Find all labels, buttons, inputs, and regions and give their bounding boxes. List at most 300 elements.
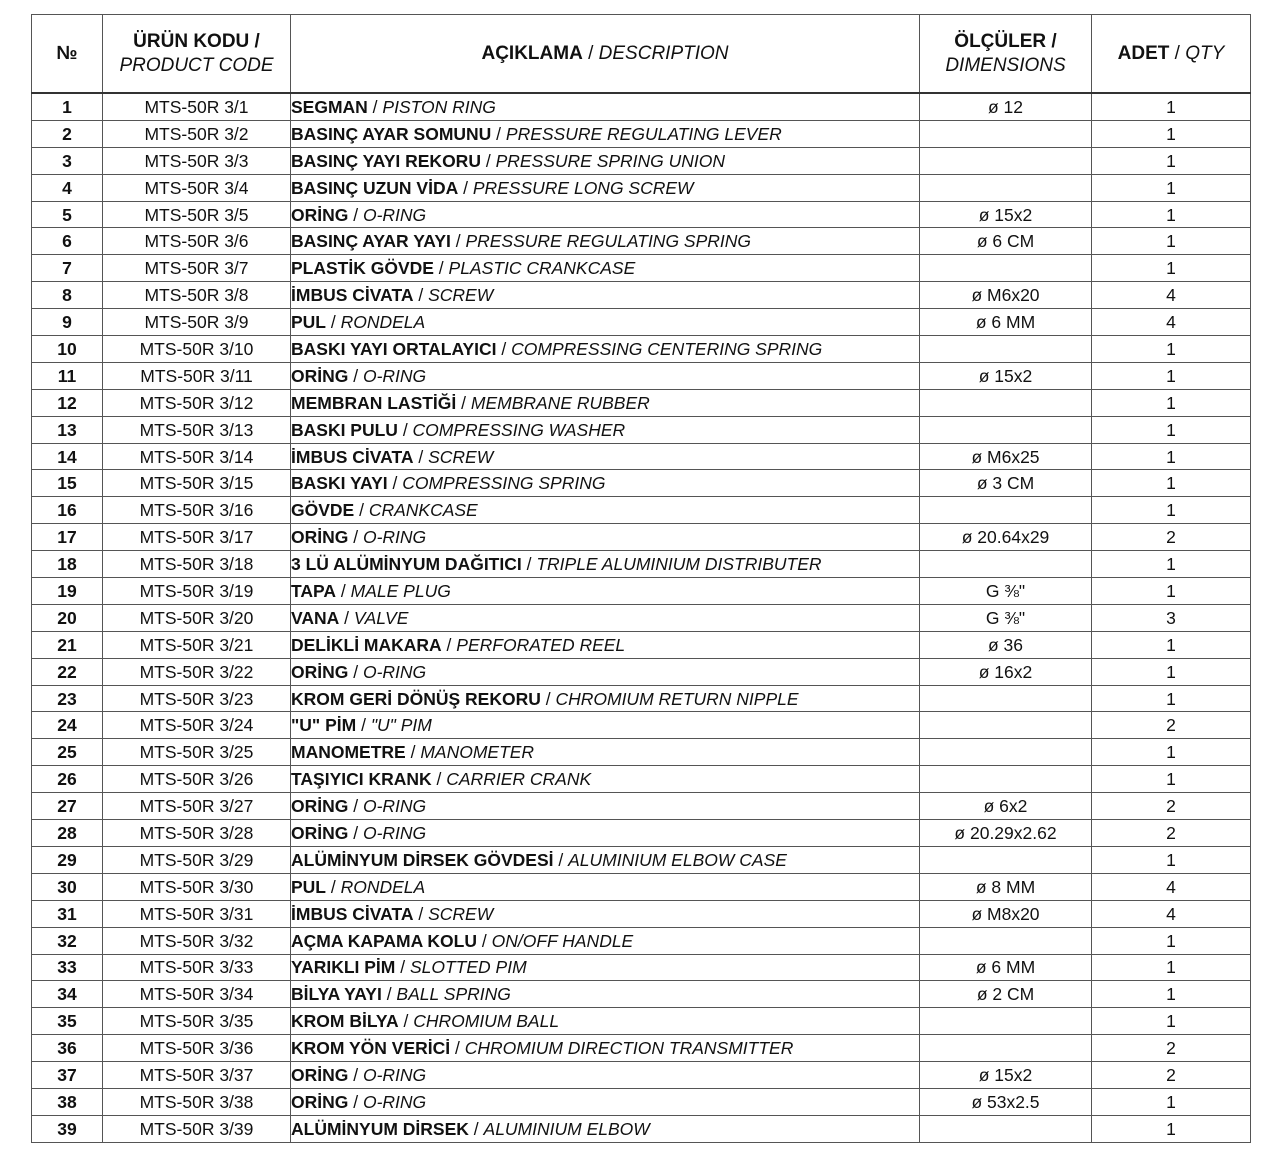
dimensions bbox=[920, 712, 1092, 739]
dimensions: ø 2 CM bbox=[920, 981, 1092, 1008]
description bbox=[291, 658, 920, 685]
quantity: 1 bbox=[1092, 578, 1251, 605]
product-code: MTS-50R 3/9 bbox=[103, 309, 291, 336]
table-row bbox=[32, 927, 1251, 954]
table-row bbox=[32, 1008, 1251, 1035]
quantity: 1 bbox=[1092, 981, 1251, 1008]
quantity: 1 bbox=[1092, 389, 1251, 416]
quantity: 1 bbox=[1092, 551, 1251, 578]
table-row bbox=[32, 846, 1251, 873]
table-row bbox=[32, 1115, 1251, 1142]
description-tr: İMBUS CİVATA bbox=[291, 285, 414, 306]
description bbox=[291, 900, 920, 927]
table-row bbox=[32, 524, 1251, 551]
dimensions: G ⅜" bbox=[920, 604, 1092, 631]
product-code: MTS-50R 3/12 bbox=[103, 389, 291, 416]
product-code: MTS-50R 3/2 bbox=[103, 120, 291, 147]
header-description: AÇIKLAMA / DESCRIPTION bbox=[291, 15, 920, 94]
quantity: 1 bbox=[1092, 631, 1251, 658]
description-tr: DELİKLİ MAKARA bbox=[291, 634, 442, 655]
description bbox=[291, 1008, 920, 1035]
table-row bbox=[32, 416, 1251, 443]
product-code: MTS-50R 3/15 bbox=[103, 470, 291, 497]
description-separator: / bbox=[431, 769, 447, 790]
description-en: MALE PLUG bbox=[350, 580, 451, 601]
row-number: 15 bbox=[32, 470, 103, 497]
description-separator: / bbox=[491, 123, 506, 144]
description-en: O-RING bbox=[362, 1065, 427, 1085]
row-number: 26 bbox=[32, 766, 103, 793]
quantity: 1 bbox=[1092, 443, 1251, 470]
description-separator: / bbox=[348, 661, 363, 682]
header-dimensions: ÖLÇÜLER / DIMENSIONS bbox=[920, 15, 1092, 94]
table-row bbox=[32, 147, 1251, 174]
quantity: 2 bbox=[1092, 1062, 1251, 1089]
table-row bbox=[32, 1035, 1251, 1062]
description bbox=[291, 228, 920, 255]
description-tr: ORİNG bbox=[291, 796, 349, 817]
quantity: 3 bbox=[1092, 604, 1251, 631]
description-tr: BASKI YAYI ORTALAYICI bbox=[291, 338, 497, 359]
description-separator: / bbox=[395, 957, 410, 978]
quantity: 2 bbox=[1092, 712, 1251, 739]
row-number: 30 bbox=[32, 873, 103, 900]
table-row bbox=[32, 981, 1251, 1008]
product-code: MTS-50R 3/35 bbox=[103, 1008, 291, 1035]
dimensions: ø 6x2 bbox=[920, 793, 1092, 820]
dimensions bbox=[920, 255, 1092, 282]
description-separator: / bbox=[354, 500, 369, 521]
description bbox=[291, 551, 920, 578]
description-separator: / bbox=[553, 849, 569, 870]
product-code: MTS-50R 3/5 bbox=[103, 201, 291, 228]
description bbox=[291, 981, 920, 1008]
description-en: RONDELA bbox=[340, 312, 426, 333]
product-code: MTS-50R 3/4 bbox=[103, 174, 291, 201]
description-tr: ORİNG bbox=[291, 661, 349, 682]
product-code: MTS-50R 3/3 bbox=[103, 147, 291, 174]
description-en: COMPRESSING CENTERING SPRING bbox=[511, 338, 823, 359]
product-code: MTS-50R 3/34 bbox=[103, 981, 291, 1008]
quantity: 1 bbox=[1092, 336, 1251, 363]
description-tr: AÇMA KAPAMA KOLU bbox=[291, 930, 477, 951]
description-separator: / bbox=[398, 1011, 414, 1032]
product-code: MTS-50R 3/27 bbox=[103, 793, 291, 820]
product-code: MTS-50R 3/11 bbox=[103, 362, 291, 389]
dimensions: ø 3 CM bbox=[920, 470, 1092, 497]
quantity: 1 bbox=[1092, 93, 1251, 120]
dimensions bbox=[920, 766, 1092, 793]
description-separator: / bbox=[468, 1118, 484, 1139]
quantity: 1 bbox=[1092, 1008, 1251, 1035]
product-code: MTS-50R 3/25 bbox=[103, 739, 291, 766]
product-code: MTS-50R 3/13 bbox=[103, 416, 291, 443]
header-row bbox=[32, 15, 1251, 94]
table-row bbox=[32, 174, 1251, 201]
description-tr: ALÜMİNYUM DİRSEK GÖVDESİ bbox=[291, 849, 554, 870]
row-number: 19 bbox=[32, 578, 103, 605]
quantity: 2 bbox=[1092, 524, 1251, 551]
description-separator: / bbox=[405, 742, 421, 763]
row-number: 38 bbox=[32, 1088, 103, 1115]
description-tr: 3 LÜ ALÜMİNYUM DAĞITICI bbox=[291, 554, 522, 575]
product-code: MTS-50R 3/16 bbox=[103, 497, 291, 524]
product-code: MTS-50R 3/21 bbox=[103, 631, 291, 658]
table-row bbox=[32, 658, 1251, 685]
table-row bbox=[32, 389, 1251, 416]
description bbox=[291, 1035, 920, 1062]
description-separator: / bbox=[413, 285, 429, 306]
dimensions bbox=[920, 174, 1092, 201]
description-separator: / bbox=[477, 930, 492, 951]
header-no: № bbox=[32, 15, 103, 94]
row-number: 21 bbox=[32, 631, 103, 658]
row-number: 4 bbox=[32, 174, 103, 201]
description bbox=[291, 1115, 920, 1142]
row-number: 18 bbox=[32, 551, 103, 578]
quantity: 1 bbox=[1092, 1115, 1251, 1142]
quantity: 2 bbox=[1092, 820, 1251, 847]
description-tr: PUL bbox=[291, 876, 326, 897]
table-row bbox=[32, 282, 1251, 309]
description-en: CARRIER CRANK bbox=[446, 769, 592, 790]
dimensions bbox=[920, 739, 1092, 766]
description-en: PRESSURE REGULATING LEVER bbox=[505, 123, 782, 144]
dimensions bbox=[920, 497, 1092, 524]
description-tr: BASINÇ AYAR SOMUNU bbox=[291, 123, 492, 144]
dimensions: ø 16x2 bbox=[920, 658, 1092, 685]
table-row bbox=[32, 551, 1251, 578]
description bbox=[291, 309, 920, 336]
description-en: COMPRESSING SPRING bbox=[402, 473, 606, 494]
description-tr: BİLYA YAYI bbox=[291, 984, 382, 1005]
row-number: 29 bbox=[32, 846, 103, 873]
dimensions bbox=[920, 685, 1092, 712]
description-en: VALVE bbox=[353, 607, 409, 628]
product-code: MTS-50R 3/6 bbox=[103, 228, 291, 255]
description bbox=[291, 443, 920, 470]
quantity: 1 bbox=[1092, 927, 1251, 954]
row-number: 37 bbox=[32, 1062, 103, 1089]
quantity: 1 bbox=[1092, 739, 1251, 766]
table-row bbox=[32, 470, 1251, 497]
description bbox=[291, 255, 920, 282]
description bbox=[291, 846, 920, 873]
description-tr: YARIKLI PİM bbox=[291, 957, 396, 978]
quantity: 1 bbox=[1092, 685, 1251, 712]
description-tr: BASKI YAYI bbox=[291, 473, 388, 494]
row-number: 13 bbox=[32, 416, 103, 443]
description-tr: ORİNG bbox=[291, 1065, 349, 1085]
dimensions bbox=[920, 551, 1092, 578]
description-separator: / bbox=[348, 365, 363, 386]
description bbox=[291, 201, 920, 228]
row-number: 25 bbox=[32, 739, 103, 766]
description-en: TRIPLE ALUMINIUM DISTRIBUTER bbox=[536, 554, 822, 575]
description-separator: / bbox=[397, 419, 413, 440]
product-code: MTS-50R 3/24 bbox=[103, 712, 291, 739]
description bbox=[291, 362, 920, 389]
description-en: O-RING bbox=[362, 365, 427, 386]
product-code: MTS-50R 3/17 bbox=[103, 524, 291, 551]
description-separator: / bbox=[450, 231, 466, 252]
quantity: 1 bbox=[1092, 846, 1251, 873]
dimensions: ø M6x20 bbox=[920, 282, 1092, 309]
table-row bbox=[32, 228, 1251, 255]
description-tr: BASINÇ UZUN VİDA bbox=[291, 177, 459, 198]
description bbox=[291, 120, 920, 147]
description-separator: / bbox=[348, 1091, 363, 1112]
product-code: MTS-50R 3/31 bbox=[103, 900, 291, 927]
description-separator: / bbox=[441, 634, 457, 655]
table-row bbox=[32, 443, 1251, 470]
quantity: 1 bbox=[1092, 954, 1251, 981]
dimensions bbox=[920, 1035, 1092, 1062]
product-code: MTS-50R 3/36 bbox=[103, 1035, 291, 1062]
header-qty: ADET / QTY bbox=[1092, 15, 1251, 94]
row-number: 3 bbox=[32, 147, 103, 174]
description-tr: KROM GERİ DÖNÜŞ REKORU bbox=[291, 688, 541, 709]
description-tr: BASINÇ YAYI REKORU bbox=[291, 150, 481, 171]
description-tr: TAŞIYICI KRANK bbox=[291, 769, 432, 790]
row-number: 32 bbox=[32, 927, 103, 954]
description-en: ON/OFF HANDLE bbox=[491, 930, 634, 951]
product-code: MTS-50R 3/26 bbox=[103, 766, 291, 793]
product-code: MTS-50R 3/37 bbox=[103, 1062, 291, 1089]
description-tr: ORİNG bbox=[291, 527, 349, 548]
quantity: 4 bbox=[1092, 900, 1251, 927]
table-row bbox=[32, 631, 1251, 658]
dimensions: ø 6 MM bbox=[920, 954, 1092, 981]
description-en: PISTON RING bbox=[382, 96, 496, 117]
description-tr: VANA bbox=[291, 607, 340, 628]
table-row bbox=[32, 604, 1251, 631]
description-en: MANOMETER bbox=[420, 742, 535, 763]
dimensions bbox=[920, 927, 1092, 954]
product-code: MTS-50R 3/1 bbox=[103, 93, 291, 120]
description-separator: / bbox=[339, 607, 354, 628]
row-number: 8 bbox=[32, 282, 103, 309]
table-row bbox=[32, 255, 1251, 282]
row-number: 2 bbox=[32, 120, 103, 147]
row-number: 14 bbox=[32, 443, 103, 470]
dimensions: ø 15x2 bbox=[920, 201, 1092, 228]
description bbox=[291, 93, 920, 120]
quantity: 4 bbox=[1092, 873, 1251, 900]
row-number: 5 bbox=[32, 201, 103, 228]
description bbox=[291, 282, 920, 309]
description-separator: / bbox=[496, 338, 512, 359]
product-code: MTS-50R 3/18 bbox=[103, 551, 291, 578]
description bbox=[291, 766, 920, 793]
dimensions: ø 6 MM bbox=[920, 309, 1092, 336]
quantity: 2 bbox=[1092, 793, 1251, 820]
description-en: SCREW bbox=[428, 285, 494, 306]
row-number: 16 bbox=[32, 497, 103, 524]
table-row bbox=[32, 93, 1251, 120]
description-separator: / bbox=[348, 822, 363, 843]
product-code: MTS-50R 3/38 bbox=[103, 1088, 291, 1115]
description-en: SCREW bbox=[428, 446, 494, 467]
quantity: 1 bbox=[1092, 255, 1251, 282]
description-en: PRESSURE SPRING UNION bbox=[495, 150, 726, 171]
row-number: 9 bbox=[32, 309, 103, 336]
dimensions: G ⅜" bbox=[920, 578, 1092, 605]
description-tr: ORİNG bbox=[291, 822, 349, 843]
description-separator: / bbox=[348, 527, 363, 548]
dimensions bbox=[920, 389, 1092, 416]
table-row bbox=[32, 362, 1251, 389]
quantity: 1 bbox=[1092, 228, 1251, 255]
description-en: O-RING bbox=[362, 822, 427, 843]
description bbox=[291, 578, 920, 605]
description-en: SLOTTED PIM bbox=[409, 957, 527, 978]
row-number: 22 bbox=[32, 658, 103, 685]
description-en: BALL SPRING bbox=[396, 984, 511, 1005]
description-en: O-RING bbox=[362, 204, 427, 225]
description bbox=[291, 497, 920, 524]
product-code: MTS-50R 3/32 bbox=[103, 927, 291, 954]
description-separator: / bbox=[480, 150, 496, 171]
description bbox=[291, 712, 920, 739]
table-row bbox=[32, 766, 1251, 793]
table-row bbox=[32, 900, 1251, 927]
product-code: MTS-50R 3/14 bbox=[103, 443, 291, 470]
description-en: MEMBRANE RUBBER bbox=[470, 392, 650, 413]
table-row bbox=[32, 820, 1251, 847]
description-en: SCREW bbox=[428, 903, 494, 924]
quantity: 1 bbox=[1092, 201, 1251, 228]
description-en: PERFORATED REEL bbox=[456, 634, 626, 655]
description bbox=[291, 147, 920, 174]
table-row bbox=[32, 497, 1251, 524]
row-number: 10 bbox=[32, 336, 103, 363]
description bbox=[291, 336, 920, 363]
description-en: O-RING bbox=[362, 661, 427, 682]
table-row bbox=[32, 1062, 1251, 1089]
quantity: 4 bbox=[1092, 309, 1251, 336]
quantity: 1 bbox=[1092, 147, 1251, 174]
description-tr: TAPA bbox=[291, 580, 337, 601]
table-row bbox=[32, 873, 1251, 900]
header-product-code: ÜRÜN KODU / PRODUCT CODE bbox=[103, 15, 291, 94]
product-code: MTS-50R 3/28 bbox=[103, 820, 291, 847]
description-tr: ORİNG bbox=[291, 365, 349, 386]
dimensions bbox=[920, 120, 1092, 147]
row-number: 34 bbox=[32, 981, 103, 1008]
table-row bbox=[32, 201, 1251, 228]
quantity: 1 bbox=[1092, 174, 1251, 201]
description-tr: KROM YÖN VERİCİ bbox=[291, 1038, 451, 1059]
row-number: 28 bbox=[32, 820, 103, 847]
description-separator: / bbox=[521, 554, 537, 575]
row-number: 24 bbox=[32, 712, 103, 739]
description bbox=[291, 793, 920, 820]
description-en: O-RING bbox=[362, 527, 427, 548]
description-en: PRESSURE REGULATING SPRING bbox=[465, 231, 752, 252]
description bbox=[291, 1088, 920, 1115]
description bbox=[291, 685, 920, 712]
quantity: 1 bbox=[1092, 362, 1251, 389]
description bbox=[291, 604, 920, 631]
description-separator: / bbox=[433, 258, 449, 279]
description-separator: / bbox=[336, 580, 351, 601]
product-code: MTS-50R 3/39 bbox=[103, 1115, 291, 1142]
description-tr: ALÜMİNYUM DİRSEK bbox=[291, 1118, 469, 1139]
quantity: 1 bbox=[1092, 497, 1251, 524]
description-separator: / bbox=[413, 446, 429, 467]
description-en: ALUMINIUM ELBOW bbox=[483, 1118, 650, 1139]
table-row bbox=[32, 954, 1251, 981]
description-separator: / bbox=[326, 876, 341, 897]
description-tr: KROM BİLYA bbox=[291, 1011, 399, 1032]
row-number: 11 bbox=[32, 362, 103, 389]
table-row bbox=[32, 309, 1251, 336]
quantity: 1 bbox=[1092, 470, 1251, 497]
dimensions: ø 15x2 bbox=[920, 1062, 1092, 1089]
product-code: MTS-50R 3/29 bbox=[103, 846, 291, 873]
product-code: MTS-50R 3/8 bbox=[103, 282, 291, 309]
row-number: 35 bbox=[32, 1008, 103, 1035]
row-number: 39 bbox=[32, 1115, 103, 1142]
description-tr: BASKI PULU bbox=[291, 419, 398, 440]
row-number: 12 bbox=[32, 389, 103, 416]
description-en: COMPRESSING WASHER bbox=[412, 419, 626, 440]
dimensions bbox=[920, 336, 1092, 363]
table-body bbox=[32, 93, 1251, 1142]
row-number: 27 bbox=[32, 793, 103, 820]
table-row bbox=[32, 739, 1251, 766]
row-number: 6 bbox=[32, 228, 103, 255]
description-tr: İMBUS CİVATA bbox=[291, 903, 414, 924]
dimensions: ø 53x2.5 bbox=[920, 1088, 1092, 1115]
description-en: PRESSURE LONG SCREW bbox=[472, 177, 694, 198]
description-en: CRANKCASE bbox=[368, 500, 478, 521]
description bbox=[291, 820, 920, 847]
row-number: 20 bbox=[32, 604, 103, 631]
description-separator: / bbox=[456, 392, 471, 413]
description-separator: / bbox=[540, 688, 556, 709]
description bbox=[291, 174, 920, 201]
quantity: 1 bbox=[1092, 658, 1251, 685]
description-separator: / bbox=[356, 715, 371, 736]
row-number: 23 bbox=[32, 685, 103, 712]
dimensions: ø 12 bbox=[920, 93, 1092, 120]
description-tr: SEGMAN bbox=[291, 96, 368, 117]
description-tr: İMBUS CİVATA bbox=[291, 446, 414, 467]
description-separator: / bbox=[381, 984, 397, 1005]
description bbox=[291, 927, 920, 954]
product-code: MTS-50R 3/30 bbox=[103, 873, 291, 900]
table-row bbox=[32, 578, 1251, 605]
product-code: MTS-50R 3/23 bbox=[103, 685, 291, 712]
description-en: O-RING bbox=[362, 796, 427, 817]
dimensions bbox=[920, 1115, 1092, 1142]
product-code: MTS-50R 3/10 bbox=[103, 336, 291, 363]
dimensions: ø M8x20 bbox=[920, 900, 1092, 927]
row-number: 33 bbox=[32, 954, 103, 981]
dimensions: ø 8 MM bbox=[920, 873, 1092, 900]
description-tr: "U" PİM bbox=[291, 715, 357, 736]
dimensions: ø 36 bbox=[920, 631, 1092, 658]
table-row bbox=[32, 120, 1251, 147]
description-tr: MANOMETRE bbox=[291, 742, 406, 763]
quantity: 1 bbox=[1092, 416, 1251, 443]
quantity: 1 bbox=[1092, 120, 1251, 147]
row-number: 1 bbox=[32, 93, 103, 120]
dimensions: ø 20.29x2.62 bbox=[920, 820, 1092, 847]
description bbox=[291, 524, 920, 551]
